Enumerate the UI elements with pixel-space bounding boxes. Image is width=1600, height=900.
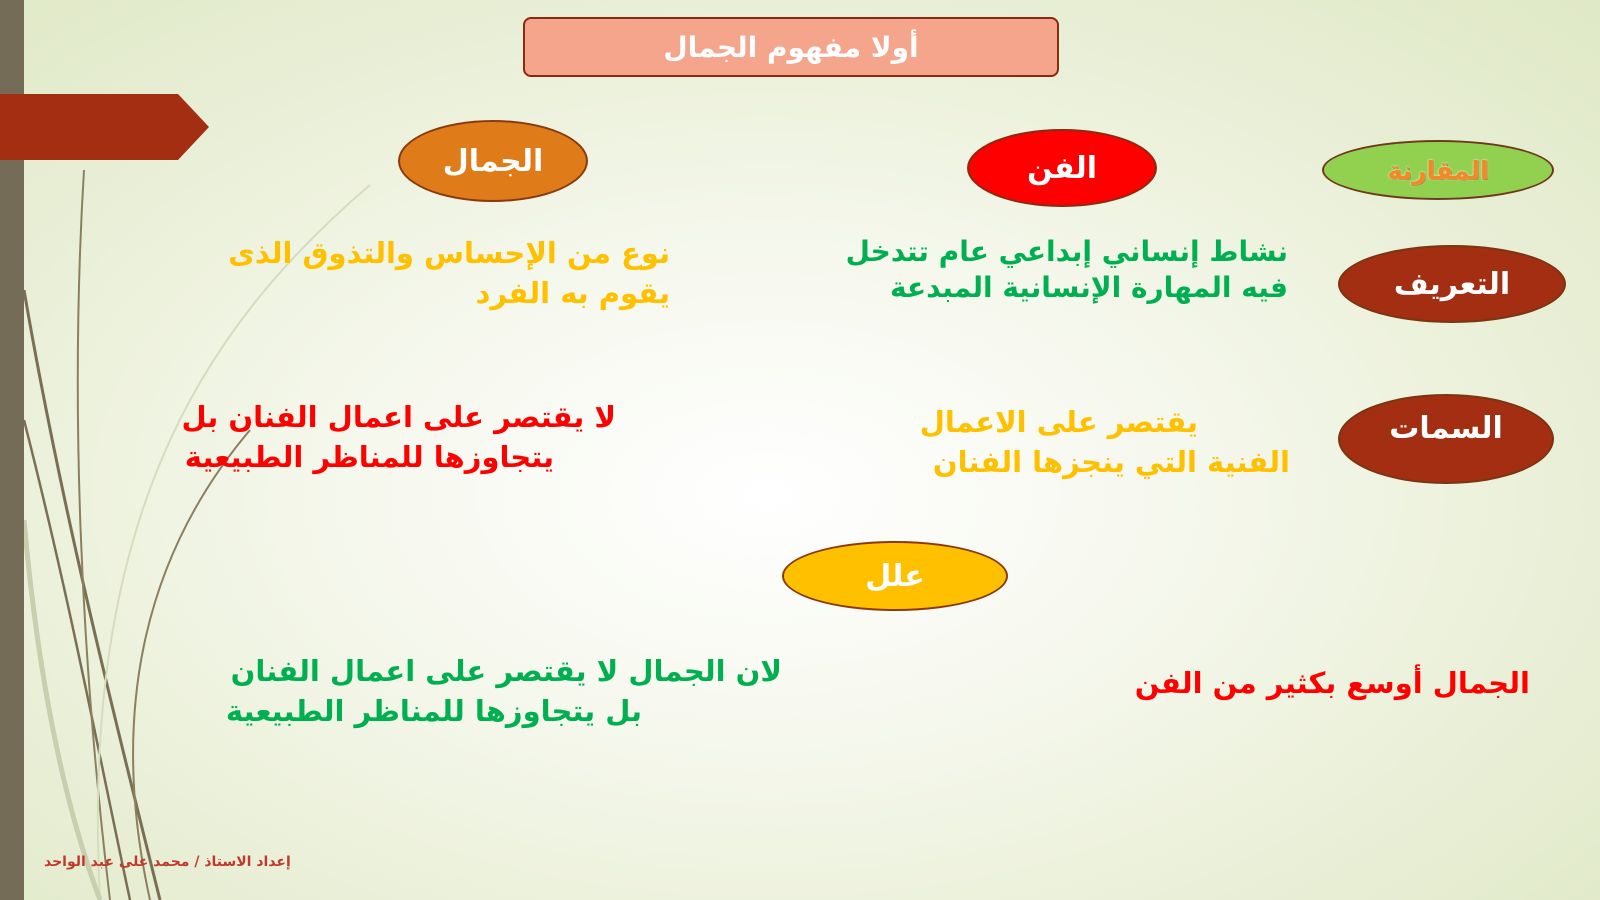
reasons-explanation-line-1: لان الجمال لا يقتصر على اعمال الفنان xyxy=(230,654,782,688)
page-title xyxy=(523,17,1059,77)
definition-beauty-line-2: يقوم به الفرد xyxy=(475,276,670,310)
reasons-explanation xyxy=(180,651,782,731)
header-beauty-text: الجمال xyxy=(442,143,544,179)
header-comparison-text: المقارنة xyxy=(1387,155,1489,185)
page-title-text: أولا مفهوم الجمال xyxy=(663,30,919,64)
header-comparison xyxy=(1322,140,1554,200)
row-label-features xyxy=(1338,394,1554,484)
reasons-explanation-line-2: بل يتجاوزها للمناظر الطبيعية xyxy=(225,694,642,728)
author-credit: إعداد الاستاذ / محمد على عبد الواحد xyxy=(44,854,291,870)
header-art-text: الفن xyxy=(1026,150,1098,186)
features-art-text xyxy=(890,402,1290,482)
features-beauty-line-1: لا يقتصر على اعمال الفنان بل xyxy=(181,400,616,434)
definition-art-line-1: نشاط إنساني إبداعي عام تتدخل xyxy=(845,235,1288,268)
arrow-banner xyxy=(0,94,209,160)
definition-art-line-2: فيه المهارة الإنسانية المبدعة xyxy=(889,271,1288,304)
definition-art-text xyxy=(820,234,1288,306)
features-beauty-line-2: يتجاوزها للمناظر الطبيعية xyxy=(184,440,554,474)
features-beauty-text xyxy=(140,397,616,477)
reasons-label xyxy=(782,541,1008,611)
row-label-definition xyxy=(1338,245,1566,323)
reasons-statement xyxy=(1100,663,1530,703)
header-beauty xyxy=(398,120,588,202)
row-label-features-text: السمات xyxy=(1389,410,1503,446)
definition-beauty-line-1: نوع من الإحساس والتذوق الذى xyxy=(228,236,670,270)
row-label-definition-text: التعريف xyxy=(1393,266,1511,302)
features-art-line-2: الفنية التي ينجزها الفنان xyxy=(932,445,1290,479)
features-art-line-1: يقتصر على الاعمال xyxy=(919,405,1198,439)
header-art xyxy=(967,129,1157,207)
reasons-label-text: علل xyxy=(865,558,925,594)
reasons-statement-line: الجمال أوسع بكثير من الفن xyxy=(1134,666,1530,700)
definition-beauty-text xyxy=(170,233,670,313)
